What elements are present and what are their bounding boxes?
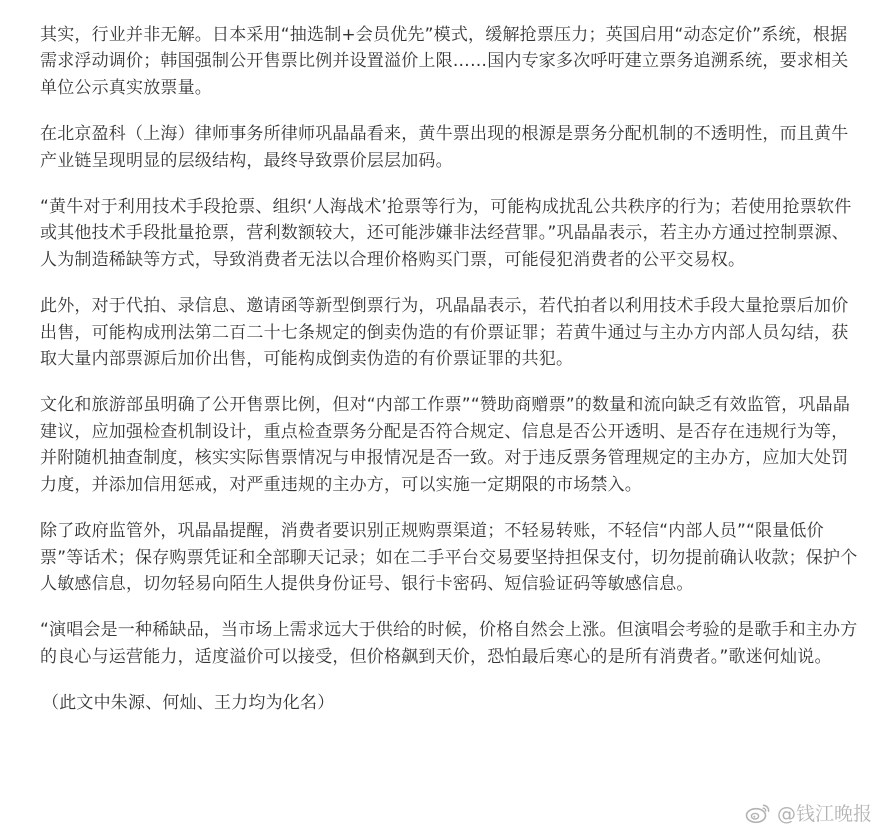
paragraph-new-scalping-forms: 此外，对于代拍、录信息、邀请函等新型倒票行为，巩晶晶表示，若代拍者以利用技术手段大量抢票后加价出售，可能构成刑法第二百二十七条规定的倒卖伪造的有价票证罪；若黄牛通过与主办方内部人员勾结，获取大量内部票源后加价出售，可能构成倒卖伪造的有价票证罪的共犯。 xyxy=(40,296,849,370)
paragraph-industry-solutions: 其实，行业并非无解。日本采用“抽选制+会员优先”模式，缓解抢票压力；英国启用“动态定价”系统，根据需求浮动调价；韩国强制公开售票比例并设置溢价上限……国内专家多次呼吁建立票务追溯系统，要求相关单位公示真实放票量。 xyxy=(40,25,849,98)
paragraph-fan-quote: “演唱会是一种稀缺品，当市场上需求远大于供给的时候，价格自然会上涨。但演唱会考验的是歌手和主办方的良心与运营能力，适度溢价可以接受，但价格飙到天价，恐怕最后寒心的是所有消费者。”歌迷何灿说。 xyxy=(40,620,858,667)
paragraph-lawyer-view: 在北京盈科（上海）律师事务所律师巩晶晶看来，黄牛票出现的根源是票务分配机制的不透明性，而且黄牛产业链呈现明显的层级结构，最终导致票价层层加码。 xyxy=(40,124,849,171)
paragraph-consumer-tips: 除了政府监管外，巩晶晶提醒，消费者要识别正规购票渠道；不轻易转账，不轻信“内部人员”“限量低价票”等话术；保存购票凭证和全部聊天记录；如在二手平台交易要坚持担保支付，切勿提前确认收款；保护个人敏感信息，切勿轻易向陌生人提供身份证号、银行卡密码、短信验证码等敏感信息。 xyxy=(40,521,858,594)
pseudonym-note: （此文中朱源、何灿、王力均为化名） xyxy=(42,693,335,714)
paragraph-legal-risks: “黄牛对于利用技术手段抢票、组织‘人海战术’抢票等行为，可能构成扰乱公共秩序的行为；若使用抢票软件或其他技术手段批量抢票，营利数额较大，还可能涉嫌非法经营罪。”巩晶晶表示，若主办方通过控制票源、人为制造稀缺等方式，导致消费者无法以合理价格购买门票，可能侵犯消费者的公平交易权。 xyxy=(40,197,852,270)
paragraph-regulation-advice: 文化和旅游部虽明确了公开售票比例，但对“内部工作票”“赞助商赠票”的数量和流向缺乏有效监管，巩晶晶建议，应加强检查机制设计，重点检查票务分配是否符合规定、信息是否公开透明、是否存在违规行为等，并附随机抽查制度，核实实际售票情况与申报情况是否一致。对于违反票务管理规定的主办方，应加大处罚力度，并添加信用惩戒，对严重违规的主办方，可以实施一定期限的市场禁入。 xyxy=(40,395,851,495)
watermark-text: @钱江晚报 xyxy=(776,803,872,825)
source-watermark xyxy=(745,799,872,826)
article-body xyxy=(40,22,864,737)
weibo-icon xyxy=(745,802,771,824)
